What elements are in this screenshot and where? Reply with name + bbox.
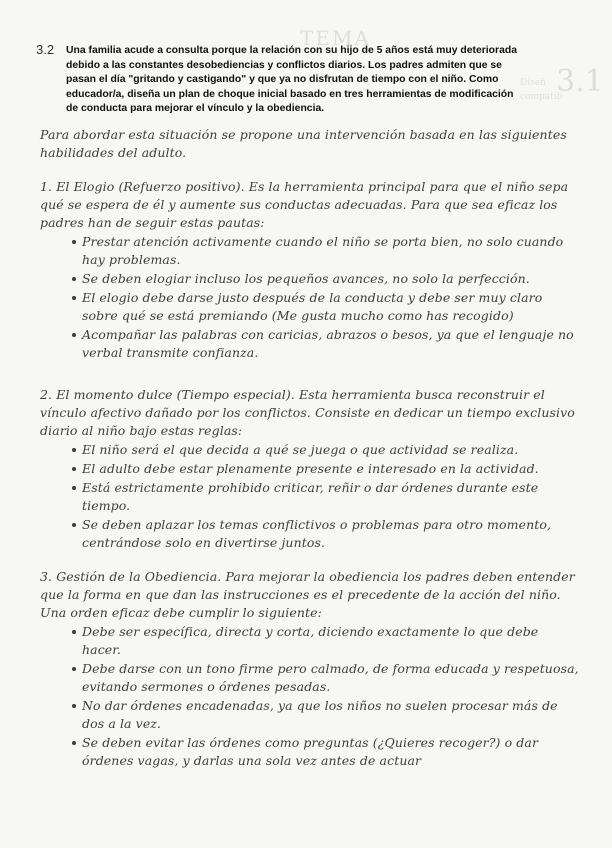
bullet-text: Debe ser específica, directa y corta, diciendo exactamente lo que debe hacer. [82,624,539,657]
bullet-dot-icon [72,277,76,281]
bullet-dot-icon [72,240,76,244]
bullet-dot-icon [72,667,76,671]
bullet-item [52,623,580,659]
answer-section-momento-dulce [40,386,580,552]
bleed-through-line: Diseñ [520,78,546,88]
bleed-through-line: compatib [520,92,563,102]
answer-section-elogio [40,178,580,362]
bullet-dot-icon [72,486,76,490]
exercise-number: 3.2 [36,42,55,57]
bullet-text: El adulto debe estar plenamente presente e interesado en la actividad. [82,461,539,476]
bullet-dot-icon [72,630,76,634]
bullet-item [52,270,580,288]
section-bullet-list [40,623,580,770]
bullet-dot-icon [72,523,76,527]
bullet-item [52,441,580,459]
bullet-dot-icon [72,704,76,708]
bullet-dot-icon [72,448,76,452]
bullet-dot-icon [72,296,76,300]
bullet-text: Se deben evitar las órdenes como preguntas (¿Quieres recoger?) o dar órdenes vagas, y darlas una sola vez antes de actuar [82,735,539,768]
bleed-through-title: TEMA [300,26,371,50]
bullet-text: Acompañar las palabras con caricias, abrazos o besos, ya que el lenguaje no verbal transmite confianza. [82,327,574,360]
section-heading: 2. El momento dulce (Tiempo especial). Esta herramienta busca reconstruir el vínculo afectivo dañado por los conflictos. Consiste en dedicar un tiempo exclusivo diario al niño bajo estas reglas: [40,387,575,438]
bleed-through-number: 3.1 [556,64,604,99]
answer-section-obediencia [40,568,580,770]
bullet-item [52,516,580,552]
bullet-dot-icon [72,741,76,745]
bullet-item [52,460,580,478]
bullet-text: Se deben aplazar los temas conflictivos o problemas para otro momento, centrándose solo en divertirse juntos. [82,517,552,550]
bullet-item [52,479,580,515]
section-heading: 3. Gestión de la Obediencia. Para mejorar la obediencia los padres deben entender que la forma en que dan las instrucciones es el precedente de la acción del niño. Una orden eficaz debe cumplir lo siguiente: [40,569,575,620]
section-bullet-list [40,233,580,362]
exercise-statement: Una familia acude a consulta porque la relación con su hijo de 5 años está muy deteriorada debido a las constantes desobediencias y conflictos diarios. Los padres admiten que se pasan el día "gritando y castigando" y que ya no disfrutan de tiempo con el niño. Como educador/a, diseña un plan de choque inicial basado en tres herramientas de modificación de conducta para mejorar el vínculo y la obediencia. [66,45,517,115]
bullet-item [52,233,580,269]
bullet-dot-icon [72,467,76,471]
bullet-dot-icon [72,333,76,337]
bullet-text: Se deben elogiar incluso los pequeños avances, no solo la perfección. [82,271,530,286]
bullet-text: No dar órdenes encadenadas, ya que los niños no suelen procesar más de dos a la vez. [82,698,558,731]
bullet-item [52,697,580,733]
bullet-item [52,289,580,325]
bullet-text: El niño será el que decida a qué se juega o que actividad se realiza. [82,442,519,457]
bullet-item [52,326,580,362]
section-heading: 1. El Elogio (Refuerzo positivo). Es la herramienta principal para que el niño sepa qué se espera de él y aumente sus conductas adecuadas. Para que sea eficaz los padres han de seguir estas pautas: [40,179,569,230]
bullet-item [52,734,580,770]
bullet-text: Está estrictamente prohibido criticar, reñir o dar órdenes durante este tiempo. [82,480,539,513]
bullet-text: Debe darse con un tono firme pero calmado, de forma educada y respetuosa, evitando sermones o órdenes pesadas. [82,661,579,694]
bullet-text: Prestar atención activamente cuando el niño se porta bien, no solo cuando hay problemas. [82,234,564,267]
bullet-item [52,660,580,696]
answer-intro: Para abordar esta situación se propone una intervención basada en las siguientes habilidades del adulto. [40,127,567,160]
bleed-through-text [520,76,600,104]
section-bullet-list [40,441,580,552]
bullet-text: El elogio debe darse justo después de la conducta y debe ser muy claro sobre qué se está premiando (Me gusta mucho como has recogido) [82,290,543,323]
